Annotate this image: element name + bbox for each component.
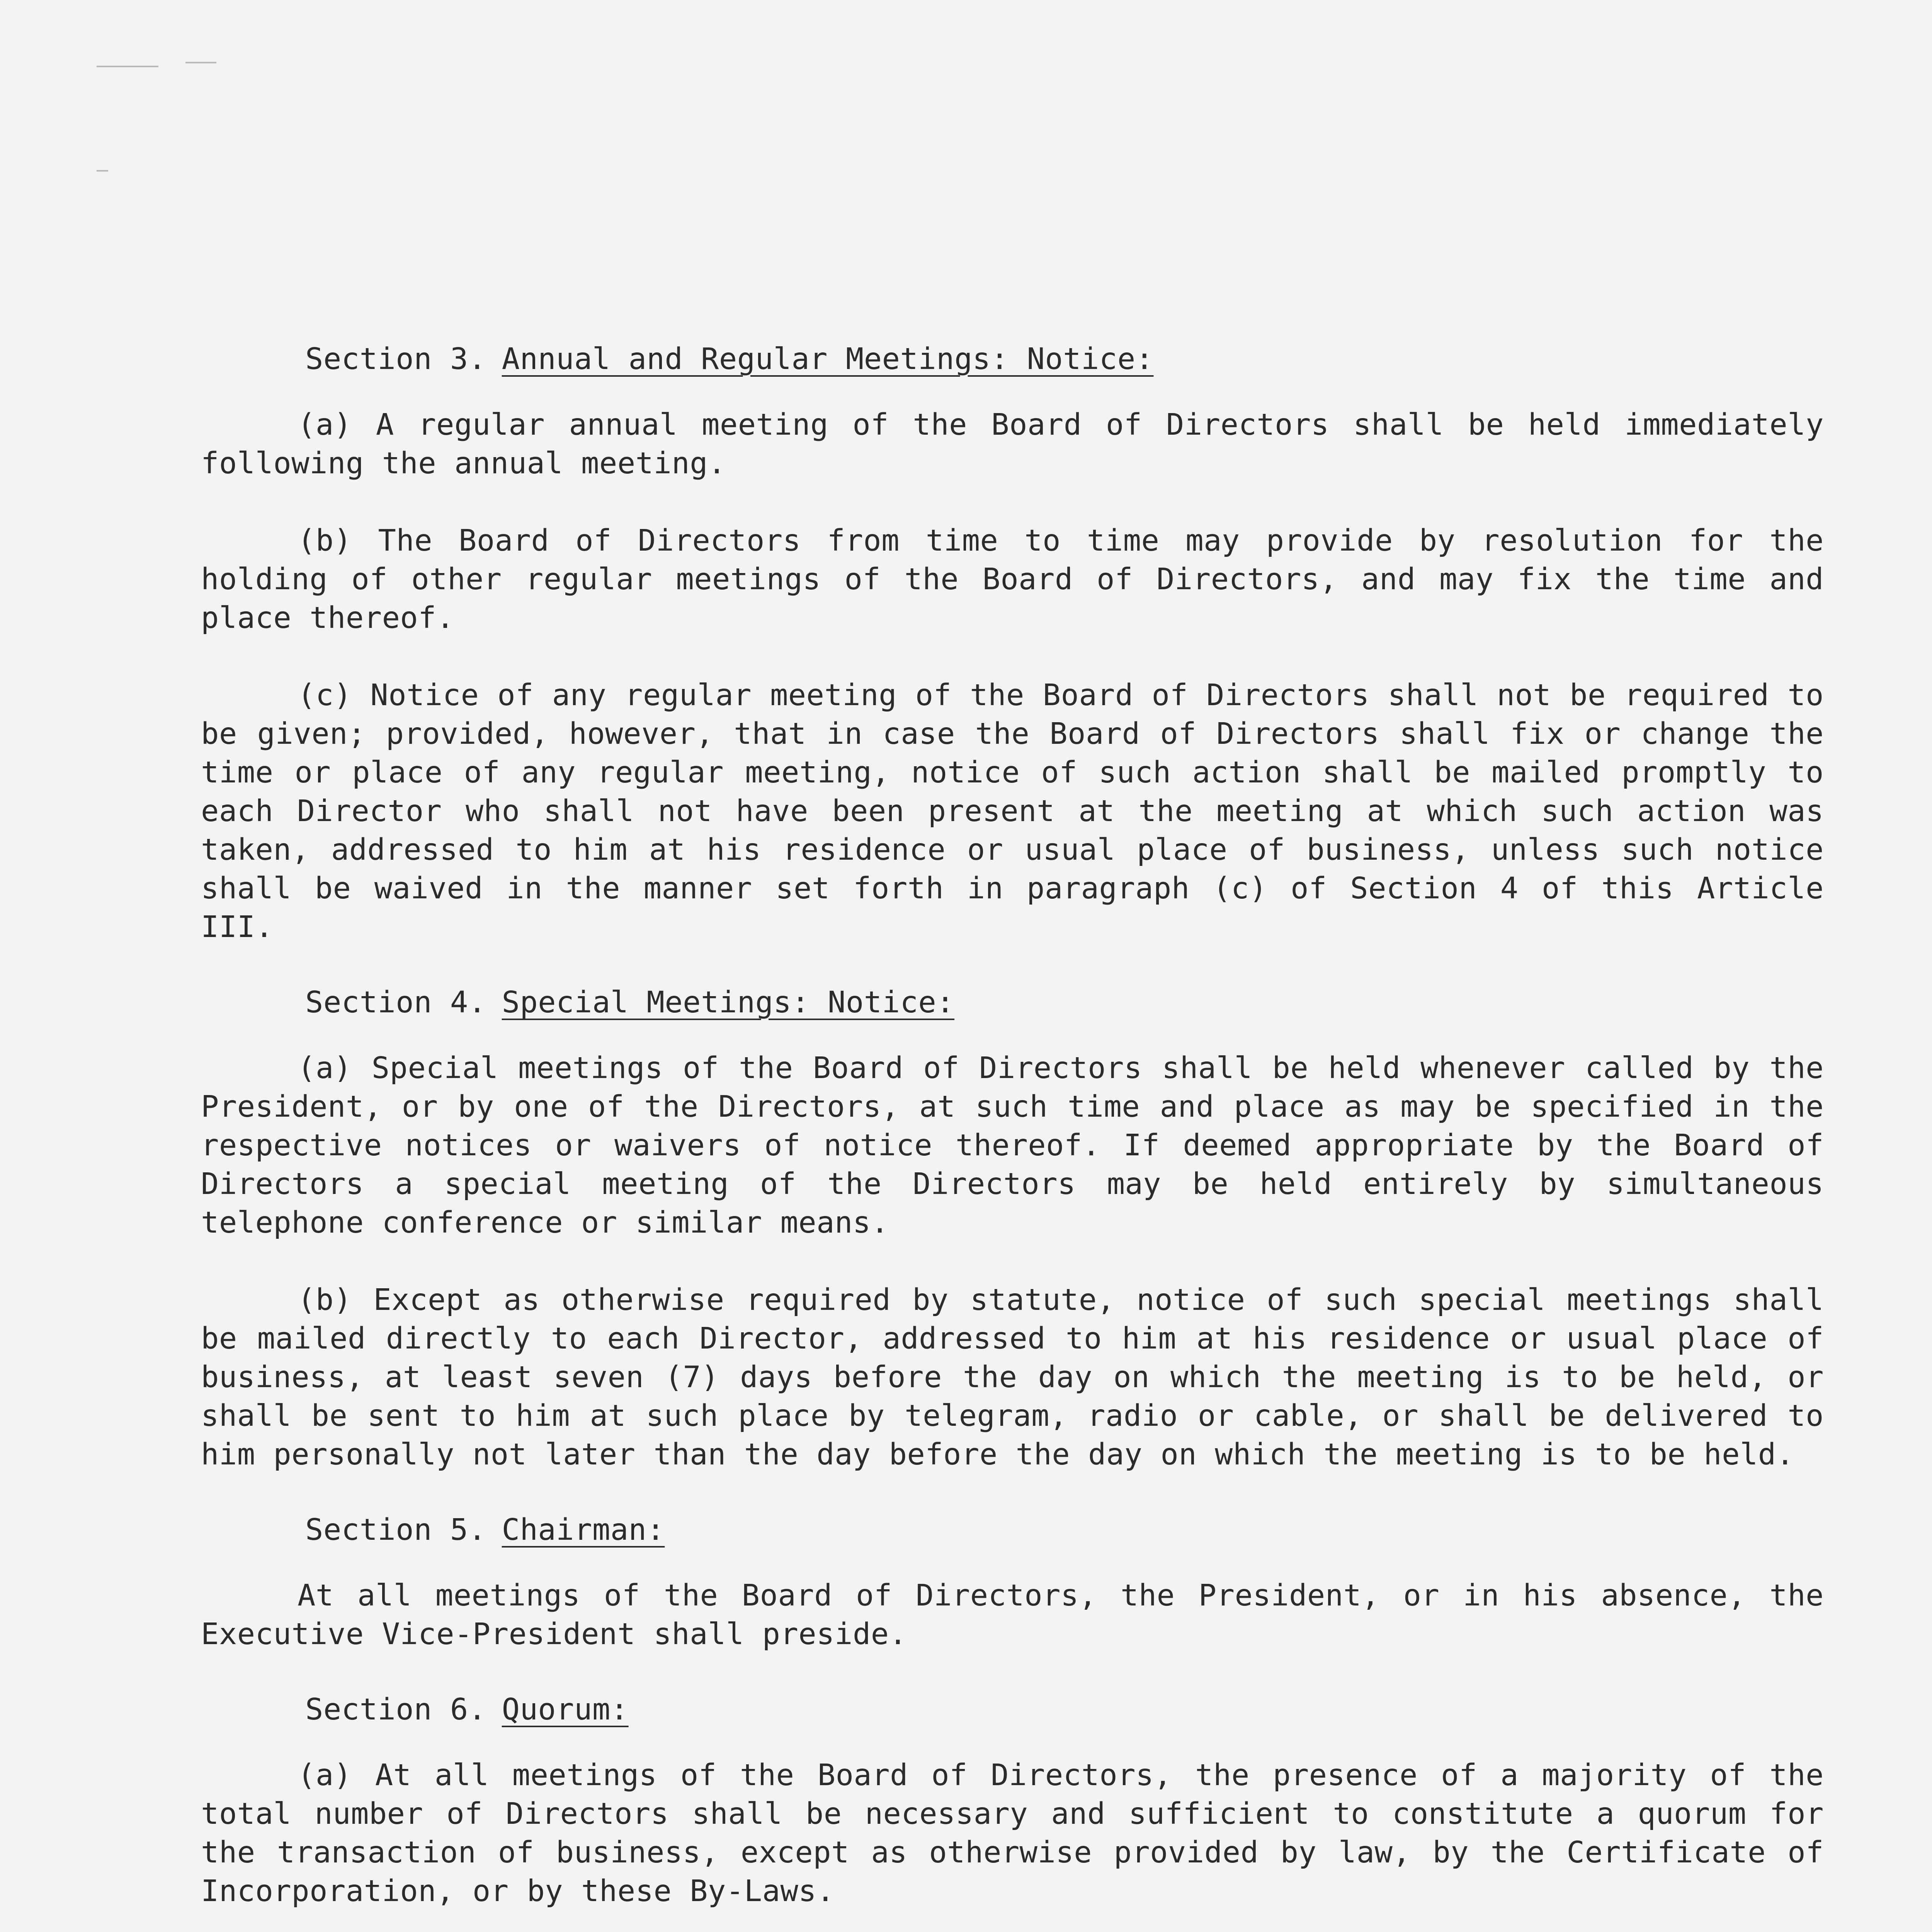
section-4-paragraph-b: (b) Except as otherwise required by statute, notice of such special meetings shall be mailed directly to each Director, addressed to him at his residence or usual place of business, at least seven (7) days before the day on which the meeting is to be held, or shall be sent to him at such place by telegram, radio or cable, or shall be delivered to him personally not later than the day before the day on which the meeting is to be held. [201,1283,1824,1472]
section-number: Section 4. [305,985,486,1020]
section-5-heading [201,1511,1824,1549]
section-6-paragraph-a: (a) At all meetings of the Board of Directors, the presence of a majority of the total number of Directors shall be necessary and sufficient to constitute a quorum for the transaction of business, except as otherwise provided by law, by the Certificate of Incorporation, or by these By-Laws. [201,1758,1824,1908]
scan-mark [185,62,216,63]
section-3-paragraph-b: (b) The Board of Directors from time to time may provide by resolution for the holding of other regular meetings of the Board of Directors, and may fix the time and place thereof. [201,524,1824,635]
section-4-heading [201,983,1824,1022]
section-6-heading [201,1690,1824,1729]
section-number: Section 5. [305,1513,486,1547]
document-body [201,340,1824,1932]
section-3-heading [201,340,1824,379]
section-title: Quorum: [502,1692,629,1727]
section-title: Annual and Regular Meetings: Notice: [502,342,1154,376]
scan-mark [97,66,158,67]
section-title: Special Meetings: Notice: [502,985,955,1020]
section-3-paragraph-a: (a) A regular annual meeting of the Board of Directors shall be held immediately following the annual meeting. [201,408,1824,481]
section-number: Section 6. [305,1692,486,1727]
section-title: Chairman: [502,1513,665,1547]
scan-mark [97,170,108,172]
section-3-paragraph-c: (c) Notice of any regular meeting of the Board of Directors shall not be required to be given; provided, however, that in case the Board of Directors shall fix or change the time or place of any regular meeting, notice of such action shall be mailed promptly to each Director who shall not have been present at the meeting at which such action was taken, addressed to him at his residence or usual place of business, unless such notice shall be waived in the manner set forth in paragraph (c) of Section 4 of this Article III. [201,678,1824,944]
section-5-paragraph: At all meetings of the Board of Directors, the President, or in his absence, the Executive Vice-President shall preside. [201,1578,1824,1651]
section-4-paragraph-a: (a) Special meetings of the Board of Directors shall be held whenever called by the President, or by one of the Directors, at such time and place as may be specified in the respective notices or waivers of notice thereof. If deemed appropriate by the Board of Directors a special meeting of the Directors may be held entirely by simultaneous telephone conference or similar means. [201,1051,1824,1240]
section-number: Section 3. [305,342,486,376]
